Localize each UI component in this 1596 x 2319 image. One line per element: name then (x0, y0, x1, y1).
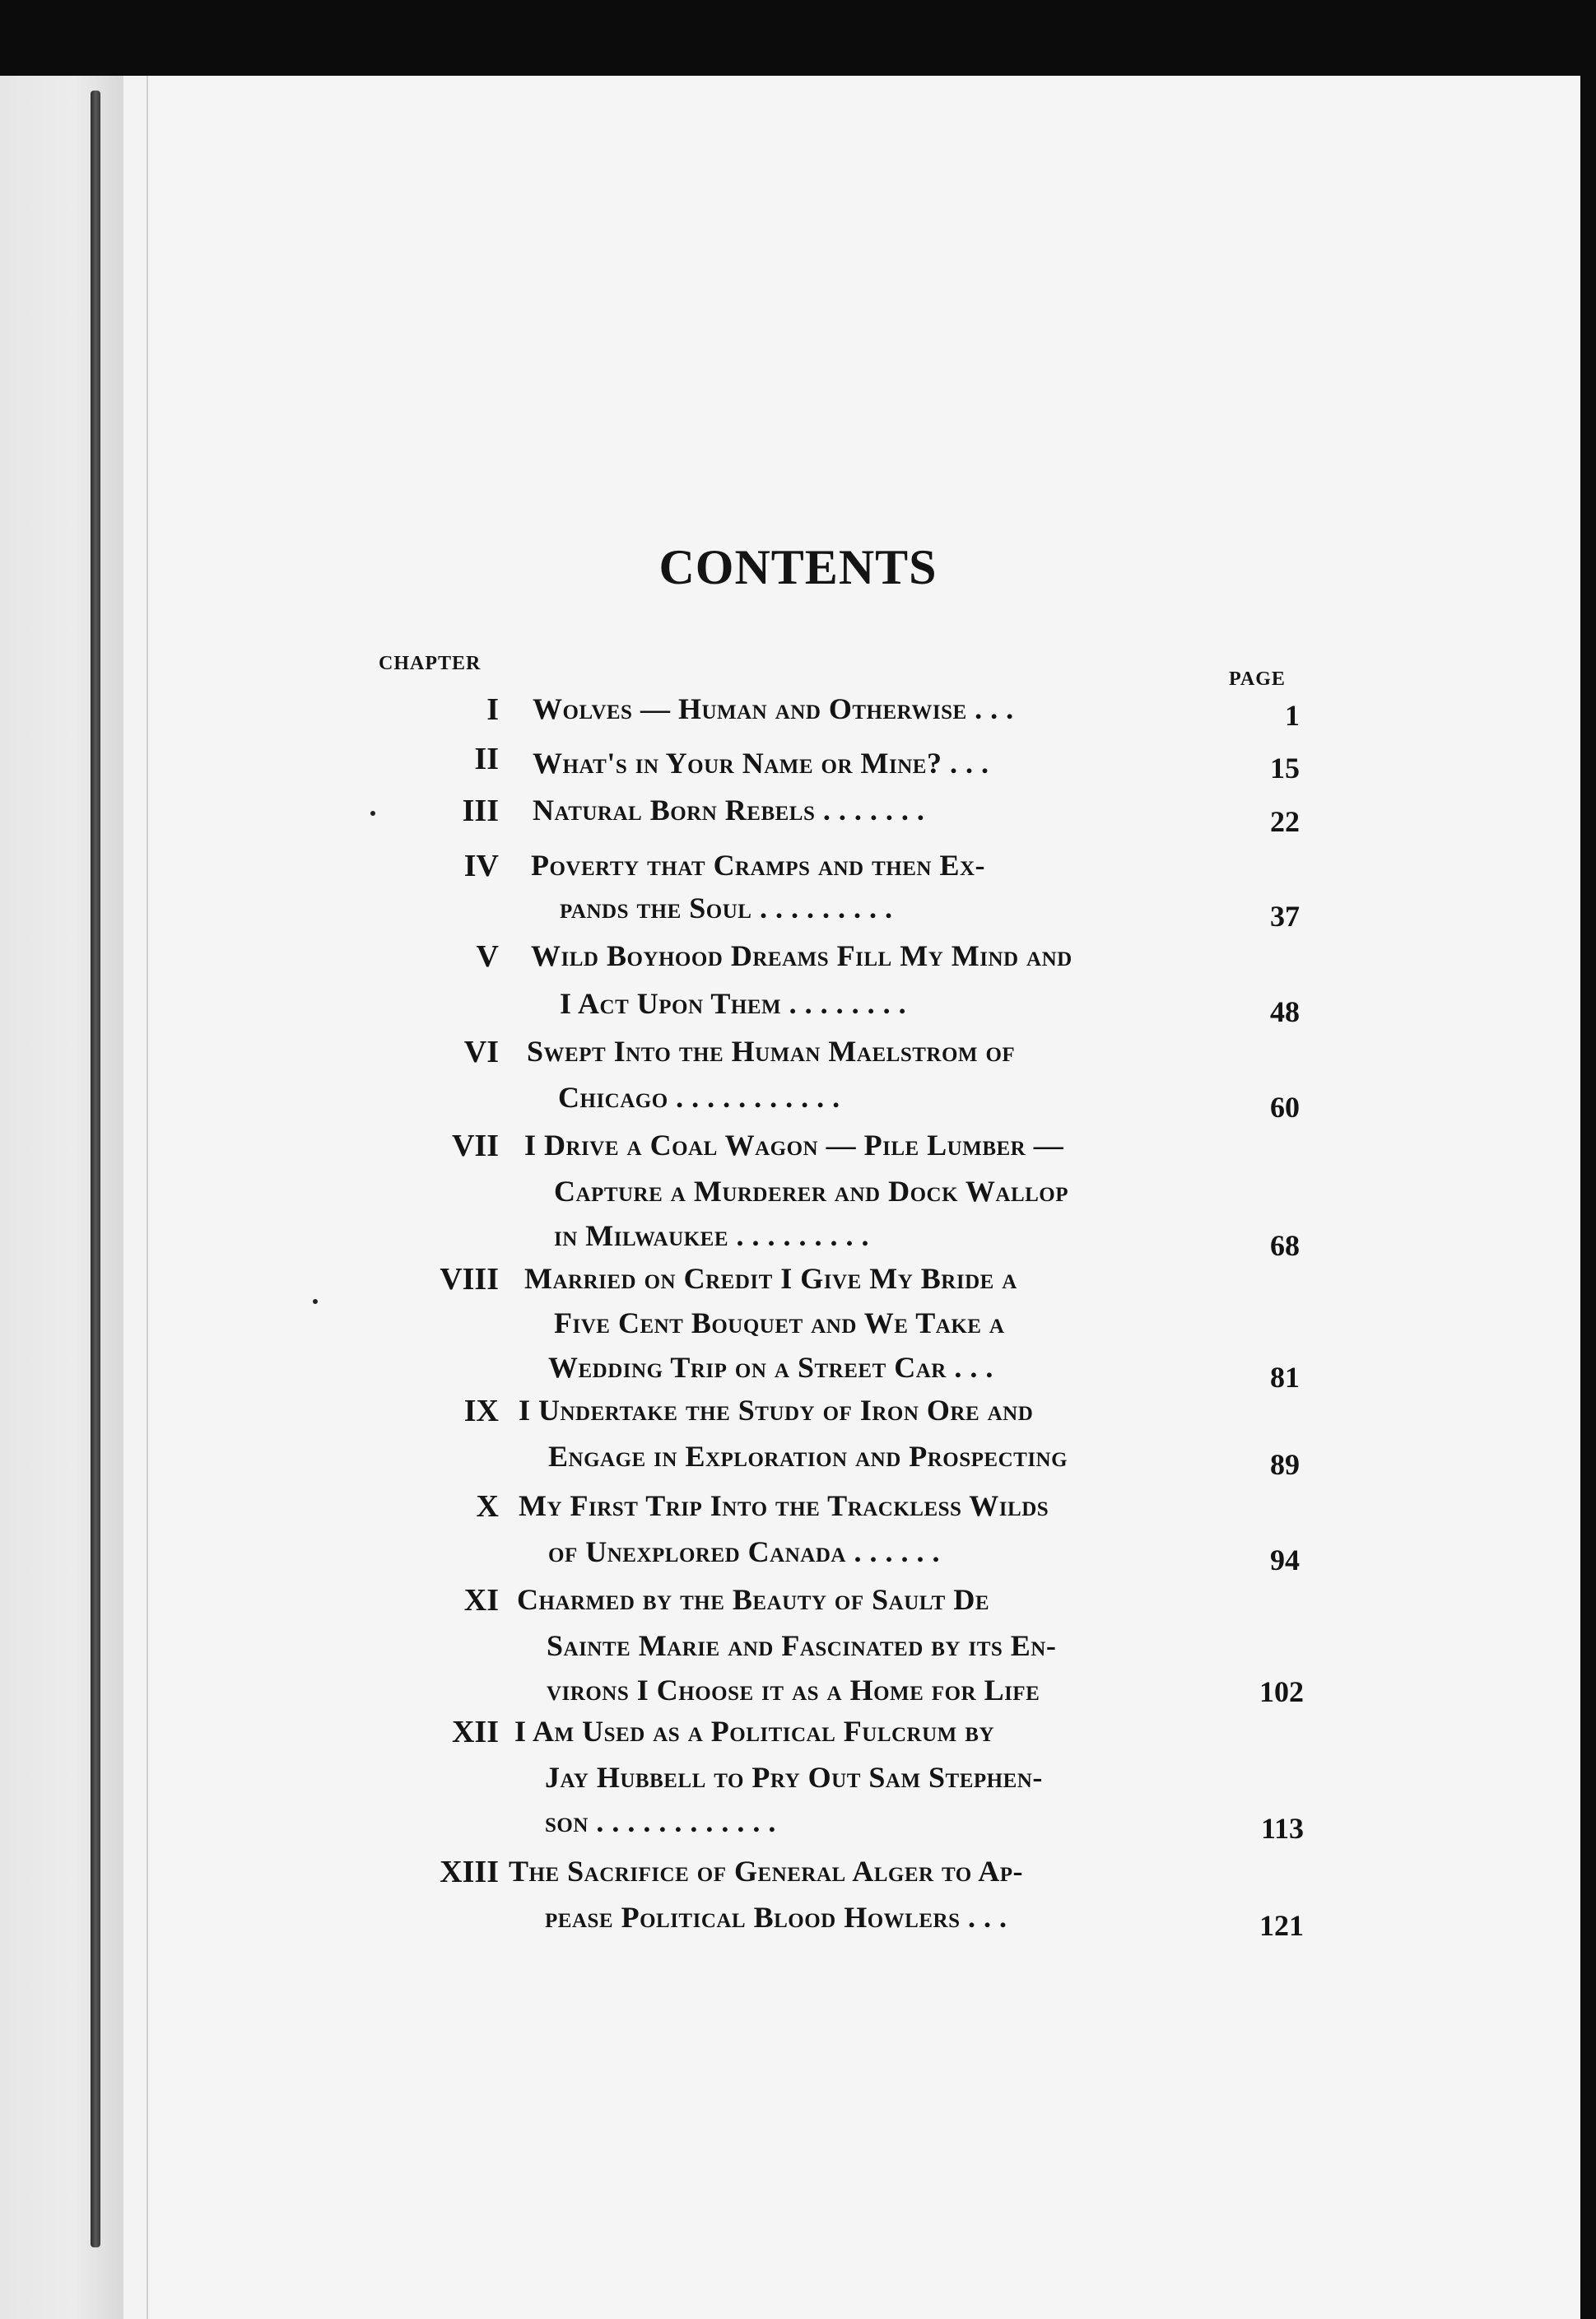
chapter-number: XII (451, 1715, 499, 1749)
book-spine (91, 91, 100, 2247)
chapter-title-line: Wild Boyhood Dreams Fill My Mind and (531, 939, 1073, 972)
chapter-title-line: of Unexplored Canada . . . . . . (548, 1535, 940, 1568)
page-number: 68 (1270, 1229, 1300, 1262)
chapter-number: IX (463, 1394, 499, 1428)
chapter-number: X (476, 1489, 499, 1524)
chapter-title-line: virons I Choose it as a Home for Life (547, 1674, 1040, 1707)
chapter-title-line: Married on Credit I Give My Bride a (524, 1262, 1017, 1295)
chapter-number: VI (463, 1035, 499, 1069)
chapter-title-line: Jay Hubbell to Pry Out Sam Stephen- (545, 1761, 1043, 1794)
chapter-title-line: Sainte Marie and Fascinated by its En- (547, 1629, 1057, 1662)
chapter-title-line: The Sacrifice of General Alger to Ap- (509, 1855, 1023, 1888)
page-number: 121 (1259, 1909, 1304, 1942)
page-number: 89 (1270, 1448, 1300, 1481)
chapter-number: IV (463, 849, 499, 883)
page-number: 60 (1270, 1091, 1300, 1124)
chapter-title-line: pands the Soul . . . . . . . . . (560, 892, 893, 924)
chapter-column-header: CHAPTER (379, 653, 482, 674)
chapter-title-line: Charmed by the Beauty of Sault De (517, 1583, 989, 1616)
chapter-number: V (476, 939, 499, 974)
chapter-title-line: Engage in Exploration and Prospecting (548, 1440, 1068, 1473)
print-speck (313, 1299, 318, 1304)
page-column-header: PAGE (1229, 668, 1286, 690)
chapter-title-line: I Act Upon Them . . . . . . . . (560, 987, 907, 1020)
page-number: 1 (1285, 699, 1300, 732)
chapter-title-line: Chicago . . . . . . . . . . . (558, 1081, 840, 1114)
chapter-number: VIII (440, 1262, 499, 1297)
chapter-number: II (474, 742, 499, 776)
chapter-number: VII (451, 1129, 499, 1163)
chapter-title-line: I Undertake the Study of Iron Ore and (519, 1394, 1034, 1427)
chapter-title-line: pease Political Blood Howlers . . . (545, 1901, 1007, 1934)
chapter-number: XI (463, 1583, 499, 1618)
page-number: 15 (1270, 752, 1300, 785)
chapter-title-line: What's in Your Name or Mine? . . . (533, 747, 989, 780)
chapter-title-line: Wolves — Human and Otherwise . . . (533, 692, 1014, 725)
chapter-title-line: son . . . . . . . . . . . . (545, 1805, 776, 1838)
chapter-number: III (462, 794, 499, 828)
page-number: 113 (1260, 1812, 1304, 1845)
chapter-title-line: My First Trip Into the Trackless Wilds (519, 1489, 1049, 1522)
chapter-number: XIII (440, 1855, 499, 1889)
chapter-title-line: Poverty that Cramps and then Ex- (531, 849, 986, 882)
page-number: 48 (1270, 995, 1300, 1028)
chapter-title-line: in Milwaukee . . . . . . . . . (554, 1219, 870, 1252)
page-number: 102 (1259, 1675, 1304, 1708)
chapter-title-line: Swept Into the Human Maelstrom of (527, 1035, 1016, 1068)
page-number: 22 (1270, 805, 1300, 838)
chapter-title-line: Wedding Trip on a Street Car . . . (548, 1351, 993, 1384)
chapter-title-line: Five Cent Bouquet and We Take a (554, 1306, 1005, 1339)
chapter-title-line: Capture a Murderer and Dock Wallop (554, 1175, 1069, 1208)
page-number: 81 (1270, 1361, 1300, 1394)
chapter-title-line: I Drive a Coal Wagon — Pile Lumber — (524, 1129, 1064, 1162)
page-title: CONTENTS (658, 540, 938, 594)
chapter-number: I (486, 692, 499, 727)
chapter-title-line: Natural Born Rebels . . . . . . . (533, 794, 925, 827)
page-number: 37 (1270, 900, 1300, 933)
chapter-title-line: I Am Used as a Political Fulcrum by (514, 1715, 994, 1748)
page-number: 94 (1270, 1544, 1300, 1576)
facing-page-edge (0, 76, 123, 2319)
